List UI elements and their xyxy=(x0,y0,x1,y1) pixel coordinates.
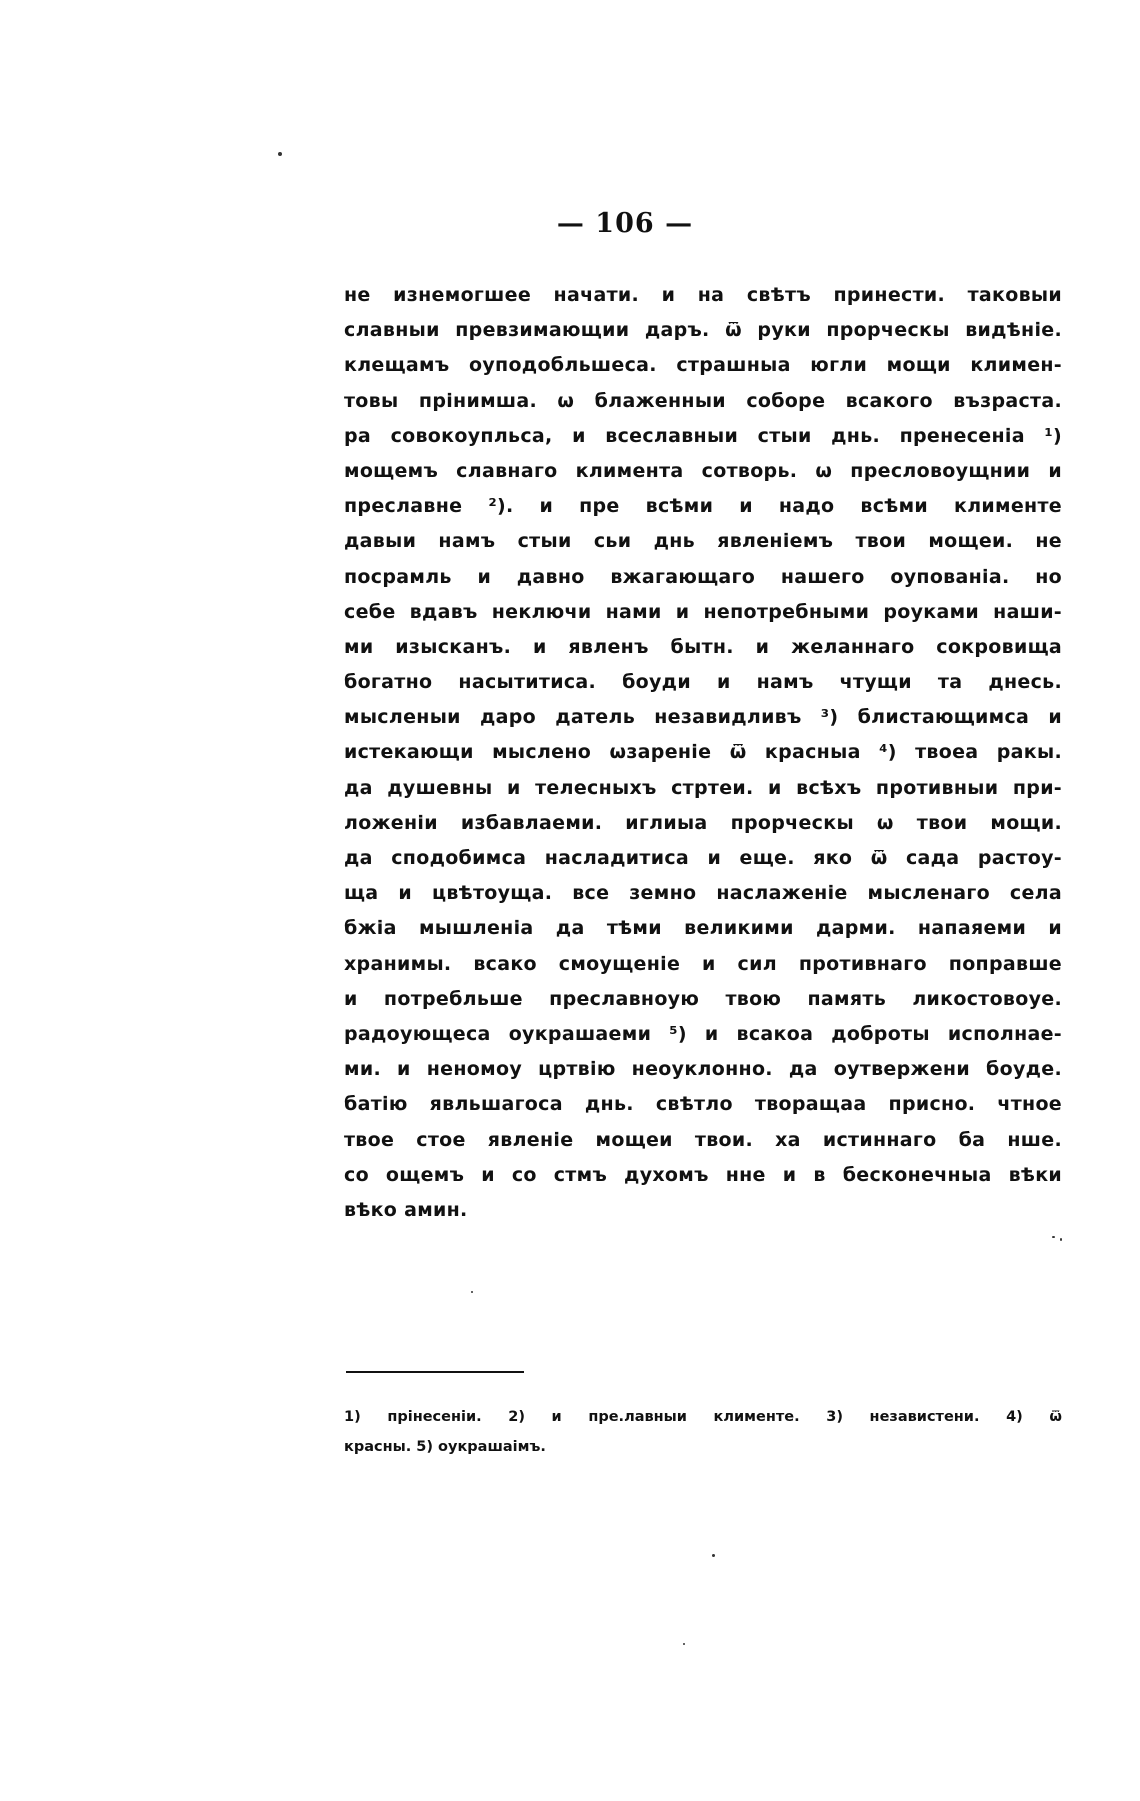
scan-speck xyxy=(1052,1236,1055,1238)
text-line: клещамъ оуподобльшеса. страшныа югли мощи климен- xyxy=(344,354,1062,377)
text-line: бжіа мышленіа да тѣми великими дарми. напаяеми и xyxy=(344,917,1062,940)
text-line: ра совокоупльса, и всеславныи стыи днь. пренесеніа ¹) xyxy=(344,424,1062,447)
text-line: не изнемогшее начати. и на свѣтъ принести. таковыи xyxy=(344,284,1062,306)
text-line: мощемъ славнаго климента сотворь. ѡ пресловоущнии и xyxy=(344,459,1062,482)
text-line: ми изысканъ. и явленъ бытн. и желаннаго сокровища xyxy=(344,635,1062,658)
text-line: да сподобимса насладитиса и еще. яко ѿ сада растоу- xyxy=(344,847,1062,869)
text-line: батію явльшагоса днь. свѣтло творащаа присно. чтное xyxy=(344,1093,1062,1116)
scan-speck xyxy=(683,1643,685,1645)
scan-speck xyxy=(471,1291,473,1293)
text-line: товы прінимша. ѡ блаженныи соборе всакого възраста. xyxy=(344,389,1062,412)
text-line: да душевны и телесныхъ стртеи. и всѣхъ противныи при- xyxy=(344,776,1062,799)
text-line: хранимы. всако смоущеніе и сил противнаго поправше xyxy=(344,952,1062,975)
text-line: истекающи мыслено ѡзареніе ѿ красныа ⁴) твоеа ракы. xyxy=(344,741,1062,764)
text-line: преславне ²). и пре всѣми и надо всѣми клименте xyxy=(344,495,1062,518)
text-line: твое стое явленіе мощеи твои. ха истиннаго ба нше. xyxy=(344,1128,1062,1151)
footnotes xyxy=(344,1402,1062,1462)
text-line: ща и цвѣтоуща. все земно наслаженіе мысленаго села xyxy=(344,882,1062,905)
footnote-divider xyxy=(346,1371,524,1373)
text-line: вѣко амин. xyxy=(344,1198,468,1221)
body-text xyxy=(344,278,1062,1228)
text-line: и потребльше преславноую твою память ликостовоуе. xyxy=(344,987,1062,1010)
page-number: — 106 — xyxy=(556,208,694,239)
text-line: славныи превзимающии даръ. ѿ руки прорческы видѣніе. xyxy=(344,319,1062,342)
footnote-line: красны. 5) оукрашаімъ. xyxy=(344,1439,546,1455)
text-line: богатно насытитиса. боуди и намъ чтущи та днесь. xyxy=(344,671,1062,694)
text-line: радоующеса оукрашаеми ⁵) и всакоа доброты исполнае- xyxy=(344,1022,1062,1045)
scan-speck xyxy=(712,1554,715,1557)
footnote-line: 1) прінесеніи. 2) и пре.лавныи клименте. 3) независтени. 4) ѿ xyxy=(344,1409,1062,1425)
text-line: посрамль и давно вжагающаго нашего оупованіа. но xyxy=(344,565,1062,588)
text-line: ложеніи избавлаеми. иглиыа прорческы ѡ твои мощи. xyxy=(344,811,1062,834)
text-line: давыи намъ стыи сьи днь явленіемъ твои мощеи. не xyxy=(344,530,1062,553)
text-line: себе вдавъ неключи нами и непотребными роуками наши- xyxy=(344,600,1062,623)
text-line: мысленыи даро датель незавидливъ ³) блистающимса и xyxy=(344,706,1062,729)
scan-speck xyxy=(278,152,282,156)
text-line: ми. и неномоу цртвію неоуклонно. да оутвержени боуде. xyxy=(344,1058,1062,1081)
text-line: со ощемъ и со стмъ духомъ нне и в бесконечныа вѣки xyxy=(344,1163,1062,1186)
scan-speck xyxy=(1060,1238,1062,1241)
